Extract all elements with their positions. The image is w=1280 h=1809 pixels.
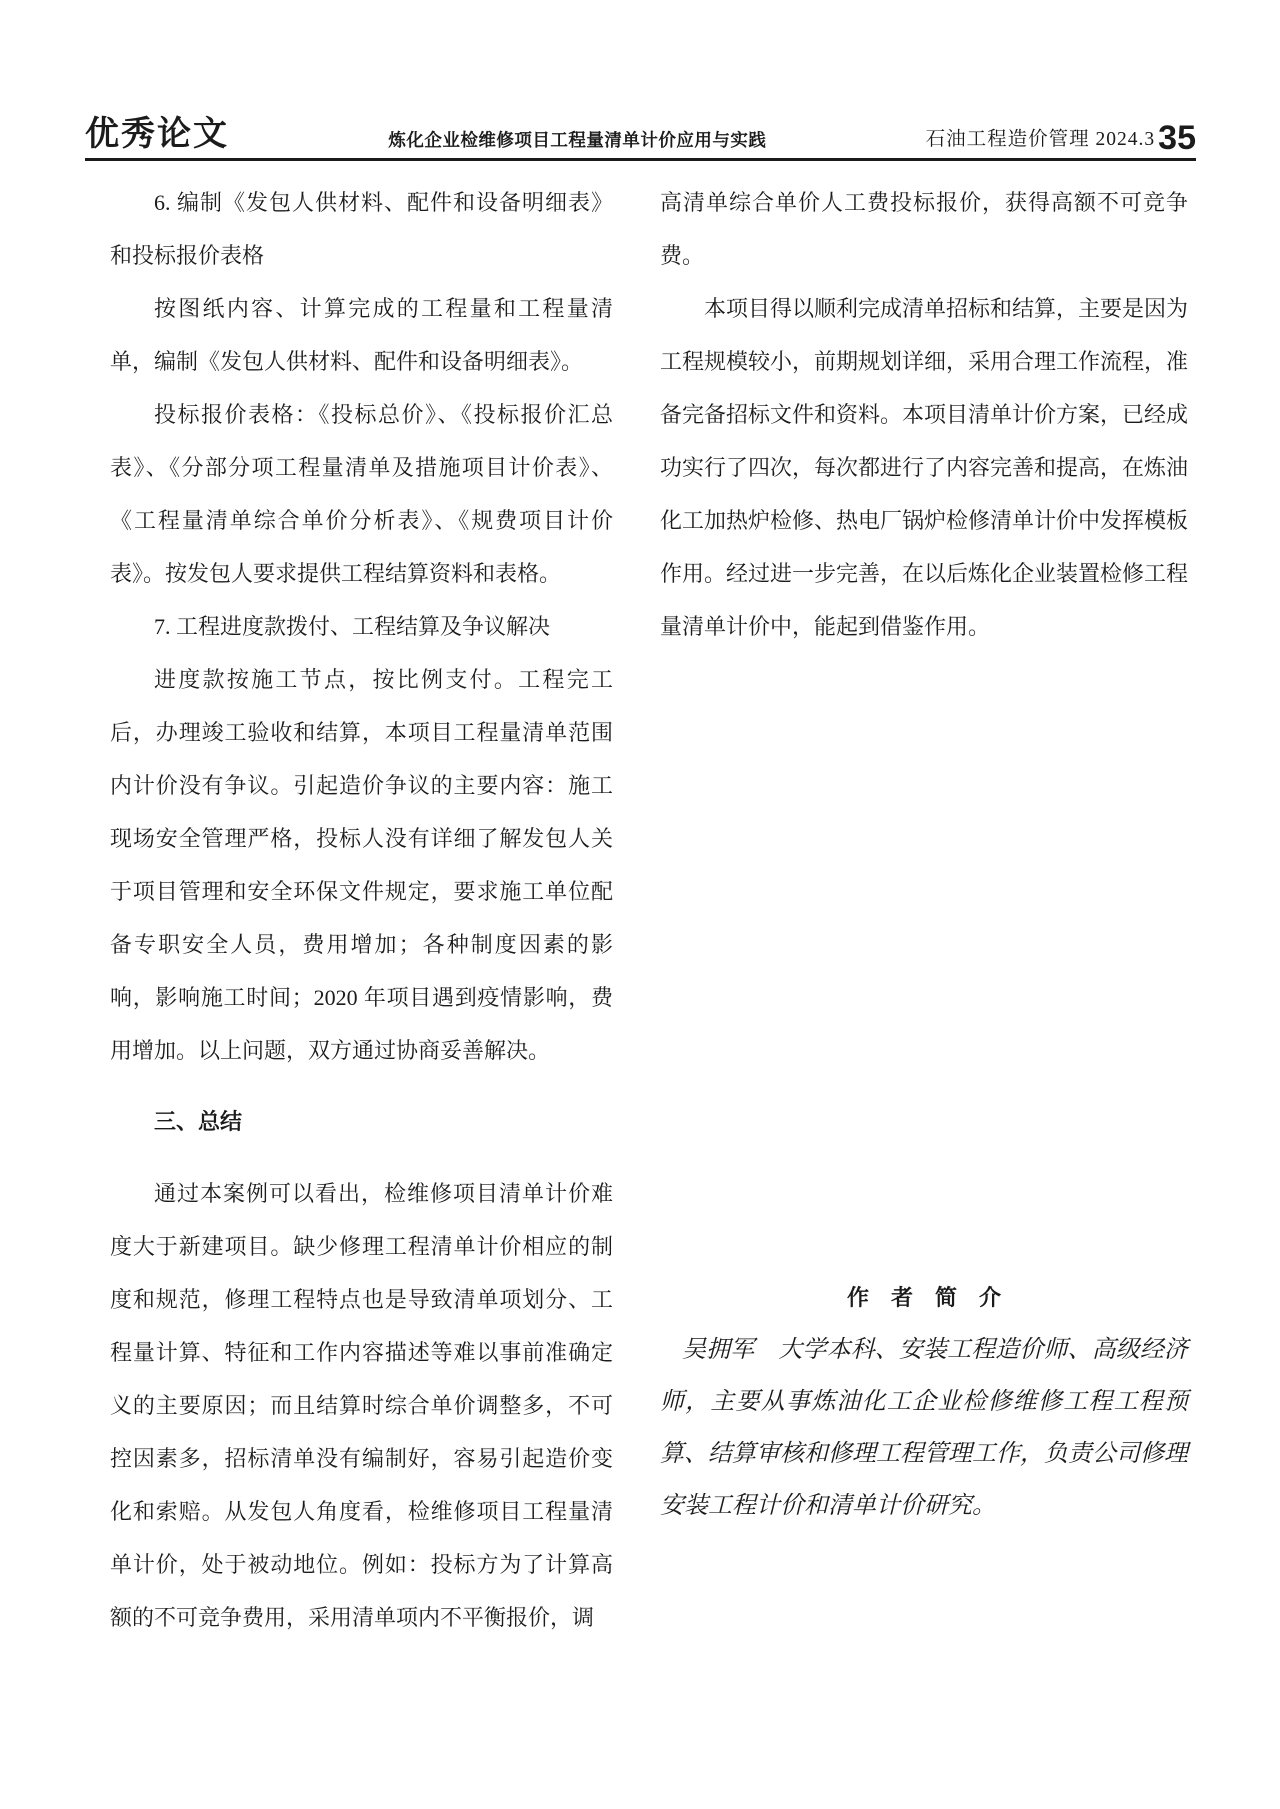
paragraph: 投标报价表格：《投标总价》、《投标报价汇总表》、《分部分项工程量清单及措施项目计价表》、《工程量清单综合单价分析表》、《规费项目计价表》。按发包人要求提供工程结算资料和表格。 [110,402,613,586]
article-title: 炼化企业检维修项目工程量清单计价应用与实践 [388,129,767,150]
header-journal-info [926,121,1196,158]
paragraph-item-7: 7. 工程进度款拨付、工程结算及争议解决 [154,614,551,639]
author-bio: 吴拥军 大学本科、安装工程造价师、高级经济师，主要从事炼油化工企业检修维修工程工程预算、结算审核和修理工程管理工作，负责公司修理安装工程计价和清单计价研究。 [660,1337,1188,1519]
article-body [110,176,1188,1644]
section-label: 优秀论文 [85,115,229,153]
right-column [660,176,1188,1644]
journal-issue: 石油工程造价管理 2024.3 [925,128,1156,150]
section-heading-summary: 三、总结 [154,1109,243,1134]
page-number: 35 [1158,119,1196,157]
paragraph: 进度款按施工节点，按比例支付。工程完工后，办理竣工验收和结算，本项目工程量清单范围内计价没有争议。引起造价争议的主要内容：施工现场安全管理严格，投标人没有详细了解发包人关于项目管理和安全环保文件规定，要求施工单位配备专职安全人员，费用增加；各种制度因素的影响，影响施工时间；2020 年项目遇到疫情影响，费用增加。以上问题，双方通过协商妥善解决。 [110,667,613,1063]
paragraph-item-6: 6. 编制《发包人供材料、配件和设备明细表》和投标报价表格 [110,190,613,268]
paragraph-summary: 通过本案例可以看出，检维修项目清单计价难度大于新建项目。缺少修理工程清单计价相应的制度和规范，修理工程特点也是导致清单项划分、工程量计算、特征和工作内容描述等难以事前准确定义的主要原因；而且结算时综合单价调整多，不可控因素多，招标清单没有编制好，容易引起造价变化和索赔。从发包人角度看，检维修项目工程量清单计价，处于被动地位。例如：投标方为了计算高额的不可竞争费用，采用清单项内不平衡报价，调 [110,1181,613,1630]
author-section [660,1271,1188,1532]
page-header [85,98,1196,161]
paragraph: 本项目得以顺利完成清单招标和结算，主要是因为工程规模较小，前期规划详细，采用合理工作流程，准备完备招标文件和资料。本项目清单计价方案，已经成功实行了四次，每次都进行了内容完善和提高，在炼油化工加热炉检修、热电厂锅炉检修清单计价中发挥模板作用。经过进一步完善，在以后炼化企业装置检修工程量清单计价中，能起到借鉴作用。 [660,296,1189,639]
left-column [110,176,613,1644]
author-heading: 作 者 简 介 [846,1285,1001,1310]
paragraph: 按图纸内容、计算完成的工程量和工程量清单，编制《发包人供材料、配件和设备明细表》。 [110,296,613,374]
paragraph-continuation: 高清单综合单价人工费投标报价，获得高额不可竞争费。 [660,190,1188,268]
